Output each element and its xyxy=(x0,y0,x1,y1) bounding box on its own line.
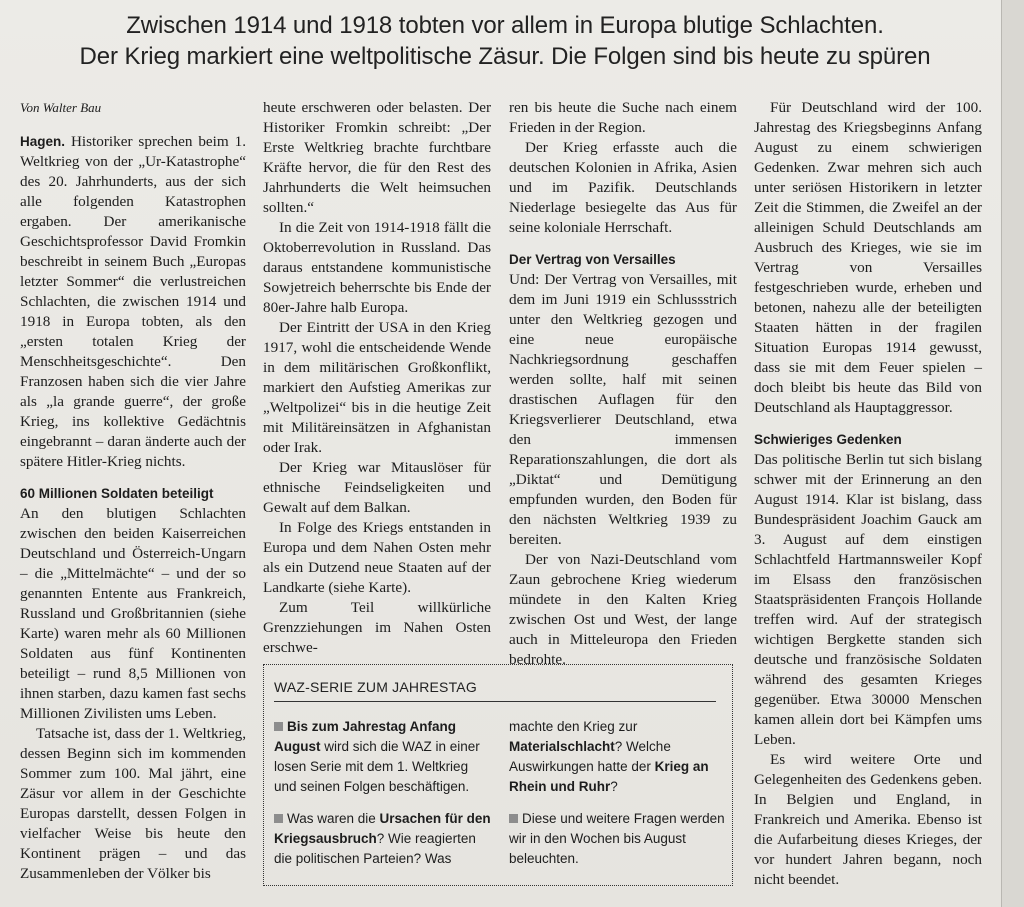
paragraph xyxy=(20,132,246,472)
square-bullet-icon xyxy=(274,814,283,823)
paragraph-text: Historiker sprechen beim 1. Weltkrieg von der „Ur-Katastrophe“ des 20. Jahrhunderts, aus der sich alle folgenden Katastrophen ergaben. Der amerikanische Geschichtsprofessor David Fromkin beschreibt in seinem Buch „Europas letzter Sommer“ die verlustreichen Schlachten, die zwischen 1914 und 1918 in Europa tobten, als den „ersten totalen Krieg der Menschheitsgeschichte“. Den Franzosen haben sich die vier Jahre als „la grande guerre“, der große Krieg, ins kollektive Gedächtnis eingebrannt – daran änderte auch der spätere Hitler-Krieg nichts. xyxy=(20,133,247,470)
box-item-bold: Materialschlacht xyxy=(509,739,615,754)
paragraph: heute erschweren oder belasten. Der Historiker Fromkin schreibt: „Der Erste Weltkrieg brachte furchtbare Kräfte hervor, die für den Rest des Jahrhunderts die Welt heimsuchen sollten.“ xyxy=(263,99,491,216)
paragraph: Tatsache ist, dass der 1. Weltkrieg, dessen Beginn sich im kommenden Sommer zum 100. Mal jährt, eine Zäsur vor allem in der Geschichte Europas darstellt, dessen Folgen in vielfacher Weise bis heute den Kontinent prägen – und das Zusammenleben der Völker bis xyxy=(20,725,246,882)
paragraph: Der Krieg war Mitauslöser für ethnische Feindseligkeiten und Gewalt auf dem Balkan. xyxy=(263,459,491,516)
square-bullet-icon xyxy=(274,722,283,731)
subheading: 60 Millionen Soldaten beteiligt xyxy=(20,486,214,501)
box-column-left xyxy=(274,717,492,881)
box-item xyxy=(509,717,727,797)
paragraph: In Folge des Kriegs entstanden in Europa und dem Nahen Osten mehr als ein Dutzend neue Staaten auf der Landkarte (siehe Karte). xyxy=(263,519,491,596)
paragraph: Der Eintritt der USA in den Krieg 1917, wohl die entscheidende Wende in dem militärischen Großkonflikt, markiert den Aufstieg Amerikas zur „Weltpolizei“ bis in die heutige Zeit mit Militäreinsätzen in Afghanistan oder Irak. xyxy=(263,319,491,456)
paragraph: Zum Teil willkürliche Grenzziehungen im Nahen Osten erschwe- xyxy=(263,599,491,656)
box-item-bold: Bis zum Jahrestag Anfang August xyxy=(274,719,457,754)
box-title: WAZ-SERIE ZUM JAHRESTAG xyxy=(274,679,716,702)
series-info-box xyxy=(263,664,733,886)
box-item-text: Diese und weitere Fragen werden wir in den Wochen bis August beleuchten. xyxy=(509,811,725,866)
box-item-text: ? xyxy=(610,779,618,794)
box-item-text: Was waren die xyxy=(287,811,380,826)
box-column-right xyxy=(509,717,727,881)
box-item xyxy=(274,717,492,797)
article-column-4 xyxy=(754,98,982,890)
paragraph: Das politische Berlin tut sich bislang schwer mit der Erinnerung an den August 1914. Klar ist bislang, dass Bundespräsident Joachim Gauck am 3. August auf dem einstigen Schlachtfeld Hartmannsweiler Kopf im Elsass den französischen Staatspräsidenten François Hollande treffen wird. Auf der strategisch wichtigen Bergkette standen sich deutsche und französische Soldaten während des gesamten Krieges gegenüber. Etwa 30000 Menschen kamen allein dort bei Kämpfen ums Leben. xyxy=(754,451,982,748)
subheading: Schwieriges Gedenken xyxy=(754,432,902,447)
article-column-1 xyxy=(20,98,246,884)
paragraph: In die Zeit von 1914-1918 fällt die Oktoberrevolution in Russland. Das daraus entstandene kommunistische Sowjetreich beherrschte bis Ende der 80er-Jahre halb Europa. xyxy=(263,219,491,316)
byline: Von Walter Bau xyxy=(20,100,102,115)
paragraph: ren bis heute die Suche nach einem Frieden in der Region. xyxy=(509,99,737,136)
paragraph: Für Deutschland wird der 100. Jahrestag des Kriegsbeginns Anfang August zu einem schwierigen Gedenken. Zwar mehren sich auch unter seriösen Historikern in letzter Zeit die Stimmen, die Zweifel an der alleinigen Schuld Deutschlands am Ausbruch des Krieges, wie sie im Vertrag von Versailles festgeschrieben wurde, erheben und betonen, nahezu alle der beteiligten Staaten hätten in der fragilen Situation Europas 1914 gewusst, dass sie mit dem Feuer spielen – doch bleibt bis heute das Bild von Deutschland als Hauptaggressor. xyxy=(754,99,982,416)
headline-line-1: Zwischen 1914 und 1918 tobten vor allem in Europa blutige Schlachten. xyxy=(126,12,884,39)
box-item-text: machte den Krieg zur xyxy=(509,719,638,734)
paragraph: Der Krieg erfasste auch die deutschen Kolonien in Afrika, Asien und im Pazifik. Deutschlands Niederlage besiegelte das Aus für seine koloniale Herrschaft. xyxy=(509,139,737,236)
box-item-bold: Ursachen für den Kriegsausbruch xyxy=(274,811,491,846)
box-item-text: ? Wie reagierten die politischen Parteien? Was xyxy=(274,831,476,866)
article-column-3 xyxy=(509,98,737,670)
box-item-text: ? Welche Auswirkungen hatte der xyxy=(509,739,671,774)
box-item-text: wird sich die WAZ in einer losen Serie mit dem 1. Weltkrieg und seinen Folgen beschäftigen. xyxy=(274,739,480,794)
box-item xyxy=(274,809,492,869)
square-bullet-icon xyxy=(509,814,518,823)
subheading: Der Vertrag von Versailles xyxy=(509,252,676,267)
paragraph: Der von Nazi-Deutschland vom Zaun gebrochene Krieg wiederum mündete in den Kalten Krieg zwischen Ost und West, der lange auch in Mitteleuropa den Frieden bedrohte. xyxy=(509,551,737,668)
article-column-2 xyxy=(263,98,491,658)
paragraph: An den blutigen Schlachten zwischen den beiden Kaiserreichen Deutschland und Österreich-Ungarn – die „Mittelmächte“ – und der so genannten Entente aus Frankreich, Russland und Großbritannien (siehe Karte) waren mehr als 60 Millionen Soldaten aus fünf Kontinenten beteiligt – rund 8,5 Millionen von ihnen starben, dazu kamen fast sechs Millionen Zivilisten ums Leben. xyxy=(20,505,246,722)
dateline: Hagen. xyxy=(20,134,66,149)
paragraph: Es wird weitere Orte und Gelegenheiten des Gedenkens geben. In Belgien und England, in Frankreich und Amerika. Ebenso ist die Aufarbeitung dieses Krieges, der vor hundert Jahren begann, noch nicht beendet. xyxy=(754,751,982,888)
headline-line-2: Der Krieg markiert eine weltpolitische Zäsur. Die Folgen sind bis heute zu spüren xyxy=(79,43,931,70)
headline xyxy=(20,10,990,72)
box-item xyxy=(509,809,727,869)
page-edge xyxy=(1001,0,1024,907)
box-item-bold: Krieg an Rhein und Ruhr xyxy=(509,759,709,794)
paragraph: Und: Der Vertrag von Versailles, mit dem im Juni 1919 ein Schlussstrich unter den Weltkrieg gezogen und eine neue europäische Nachkriegsordnung geschaffen werden sollte, half mit seinen drastischen Auflagen für den Kriegsverlierer Deutschland, etwa den immensen Reparationszahlungen, die dort als „Diktat“ und Demütigung empfunden wurden, den Boden für den nächsten Weltkrieg 1939 zu bereiten. xyxy=(509,271,737,548)
